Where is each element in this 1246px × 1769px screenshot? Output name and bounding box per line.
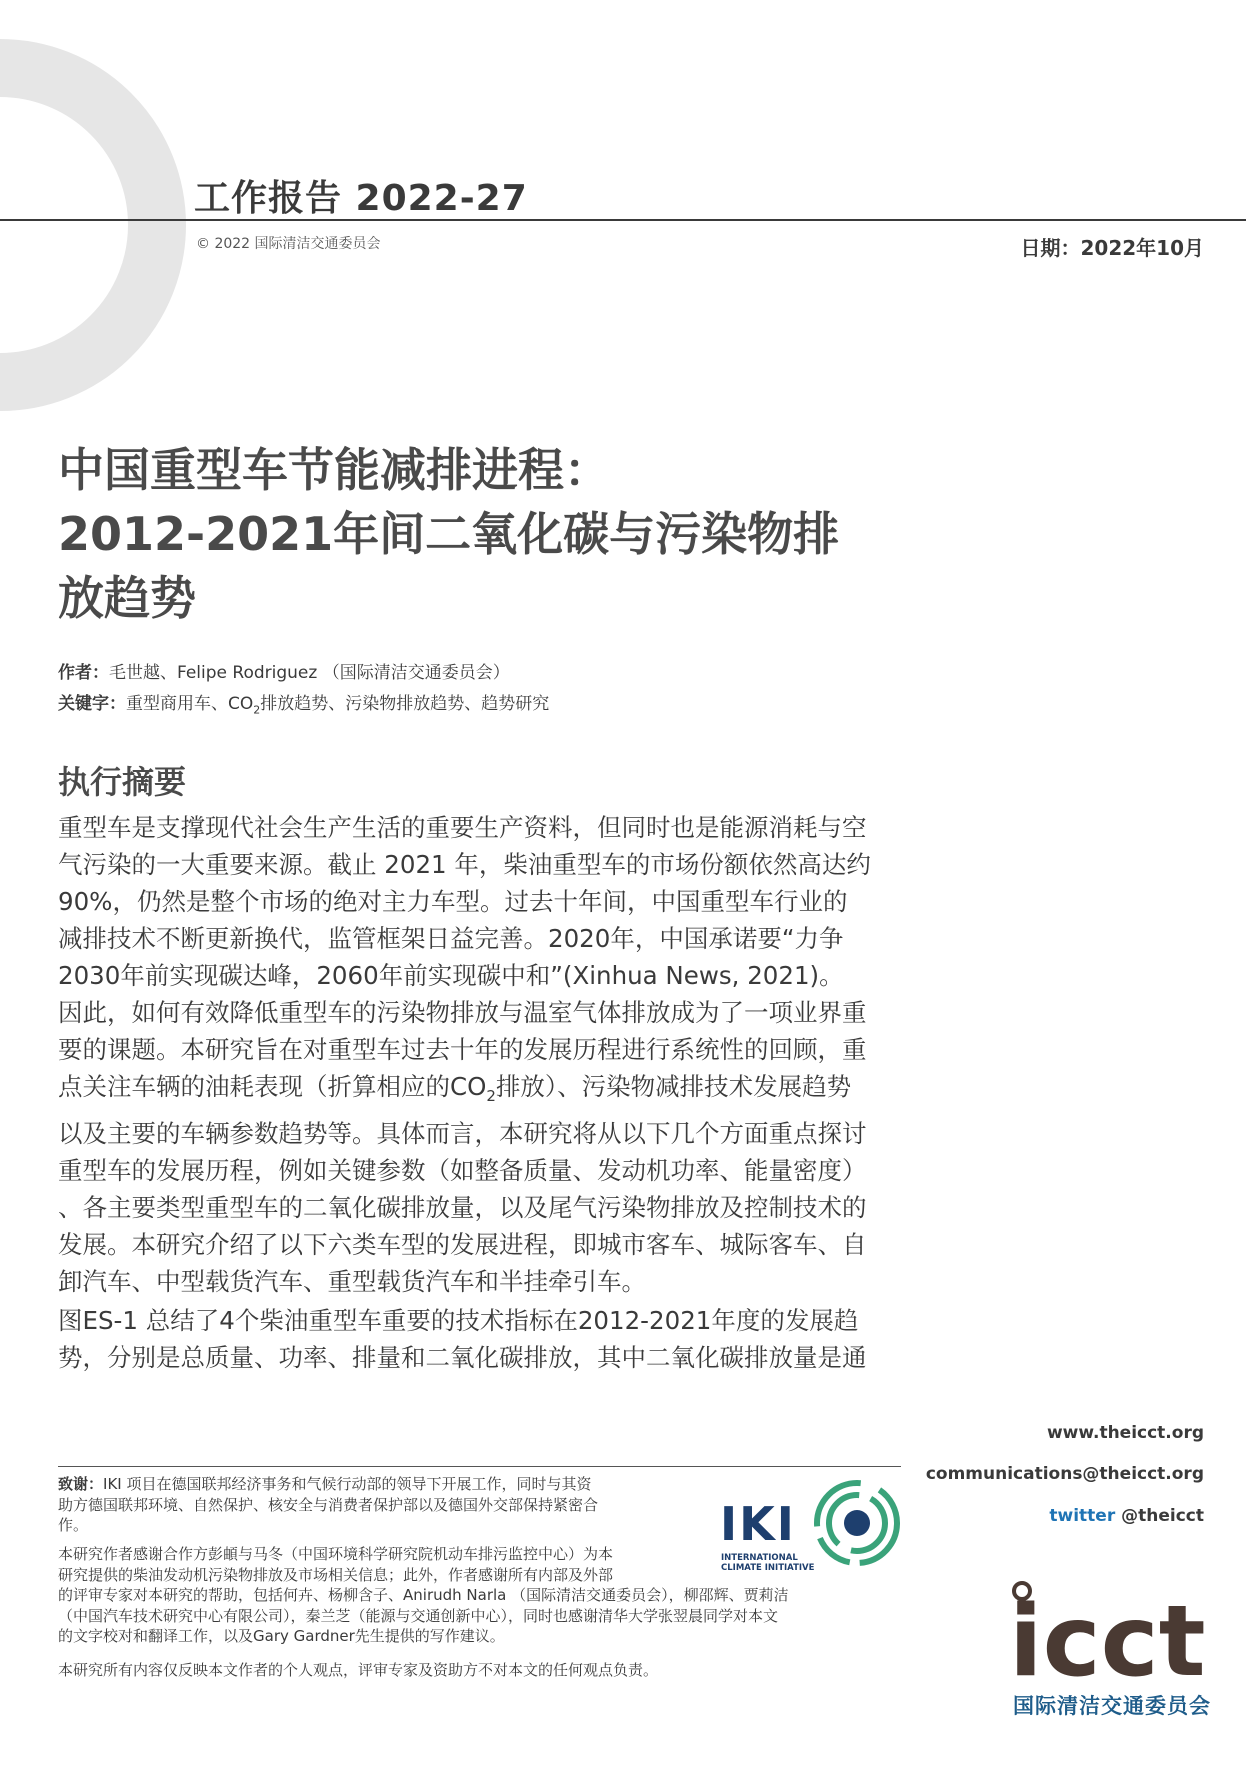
icct-logo [1009,1577,1209,1687]
paragraph-line: 气污染的一大重要来源。截止 2021 年，柴油重型车的市场份额依然高达约 [58,850,871,879]
paragraph-line: 90%，仍然是整个市场的绝对主力车型。过去十年间，中国重型车行业的 [58,887,848,916]
authors-line [58,658,510,683]
twitter-label: twitter [1049,1506,1116,1526]
footnote-line: 助方德国联邦环境、自然保护、核安全与消费者保护部以及德国外交部保持紧密合 [58,1495,599,1514]
keywords-value-post: 排放趋势、污染物排放趋势、趋势研究 [260,694,550,714]
title-line: 2012-2021年间二氧化碳与污染物排 [58,507,840,561]
keywords-label: 关键字： [58,694,126,714]
paragraph-line: 减排技术不断更新换代，监管框架日益完善。2020年，中国承诺要“力争 [58,924,844,953]
title-line: 放趋势 [58,571,196,625]
paragraph-line [58,1068,908,1115]
disclaimer: 本研究所有内容仅反映本文作者的个人观点，评审专家及资助方不对本文的任何观点负责。 [58,1661,659,1679]
summary-paragraph-1 [58,809,908,1300]
copyright: © 2022 国际清洁交通委员会 [196,236,381,252]
summary-paragraph-2 [58,1302,908,1376]
paragraph-line: 卸汽车、中型载货汽车、重型载货汽车和半挂牵引车。 [58,1266,646,1296]
footnote-line: 的评审专家对本研究的帮助，包括何卉、杨柳含子、Anirudh Narla （国际清洁交通委员会），柳邵辉、贾莉洁 [58,1586,789,1604]
paragraph-line: 、各主要类型重型车的二氧化碳排放量，以及尾气污染物排放及控制技术的 [58,1192,867,1222]
paragraph-line: 发展。本研究介绍了以下六类车型的发展进程，即城市客车、城际客车、自 [58,1229,867,1259]
paragraph-line: 2030年前实现碳达峰，2060年前实现碳中和”(Xinhua News, 2021)。 [58,961,844,990]
publication-date: 日期：2022年10月 [1020,236,1204,260]
iki-circle-icon [812,1478,902,1568]
page-title [58,438,918,630]
co2-line-pre: 点关注车辆的油耗表现（折算相应的CO [58,1072,487,1101]
authors-label: 作者： [58,663,109,683]
section-heading: 执行摘要 [58,763,187,801]
paragraph-line: 重型车是支撑现代社会生产生活的重要生产资料，但同时也是能源消耗与空 [58,813,867,842]
keywords-value-pre: 重型商用车、CO [126,694,254,714]
paragraph-line: 图ES-1 总结了4个柴油重型车重要的技术指标在2012-2021年度的发展趋 [58,1306,859,1335]
paragraph-line: 重型车的发展历程，例如关键参数（如整备质量、发动机功率、能量密度） [58,1155,867,1185]
ack-label: 致谢： [58,1475,104,1493]
email-link[interactable]: communications@theicct.org [925,1464,1204,1484]
keywords-subscript: 2 [253,703,261,717]
footnote-line: IKI 项目在德国联邦经济事务和气候行动部的领导下开展工作，同时与其资 [103,1475,592,1493]
header-divider [0,219,1246,221]
keywords-line [58,689,549,716]
twitter-handle: @theicct [1121,1506,1204,1526]
footnote-line: 的文字校对和翻译工作，以及Gary Gardner先生提供的写作建议。 [58,1627,505,1645]
paragraph-line: 要的课题。本研究旨在对重型车过去十年的发展历程进行系统性的回顾，重 [58,1035,867,1064]
co2-subscript: 2 [486,1086,496,1105]
icct-logo-text: icct [1009,1585,1206,1687]
footnote-line: 本研究作者感谢合作方彭頔与马冬（中国环境科学研究院机动车排污监控中心）为本 [58,1545,614,1563]
iki-logo-subtitle: INTERNATIONAL CLIMATE INITIATIVE [721,1553,815,1573]
report-number: 工作报告 2022-27 [194,178,528,219]
footnote-line: 研究提供的柴油发动机污染物排放及市场相关信息；此外，作者感谢所有内部及外部 [58,1565,614,1584]
authors-value: 毛世越、Felipe Rodriguez （国际清洁交通委员会） [109,663,510,683]
paragraph-line: 以及主要的车辆参数趋势等。具体而言，本研究将从以下几个方面重点探讨 [58,1118,867,1148]
paragraph-line: 因此，如何有效降低重型车的污染物排放与温室气体排放成为了一项业界重 [58,998,867,1027]
website-link[interactable]: www.theicct.org [1046,1423,1204,1443]
iki-logo: IKI [720,1497,796,1551]
twitter-link[interactable] [1049,1506,1204,1526]
co2-line-post: 排放）、污染物减排技术发展趋势 [495,1072,852,1101]
footnote-line: （中国汽车技术研究中心有限公司），秦兰芝（能源与交通创新中心），同时也感谢清华大学张翌晨同学对本文 [58,1606,779,1625]
footnote-line: 作。 [58,1516,89,1534]
icct-org-name: 国际清洁交通委员会 [1013,1694,1211,1718]
paragraph-line: 势，分别是总质量、功率、排量和二氧化碳排放，其中二氧化碳排放量是通 [58,1343,867,1372]
title-line: 中国重型车节能减排进程： [58,443,610,497]
footnote-divider [58,1466,901,1467]
